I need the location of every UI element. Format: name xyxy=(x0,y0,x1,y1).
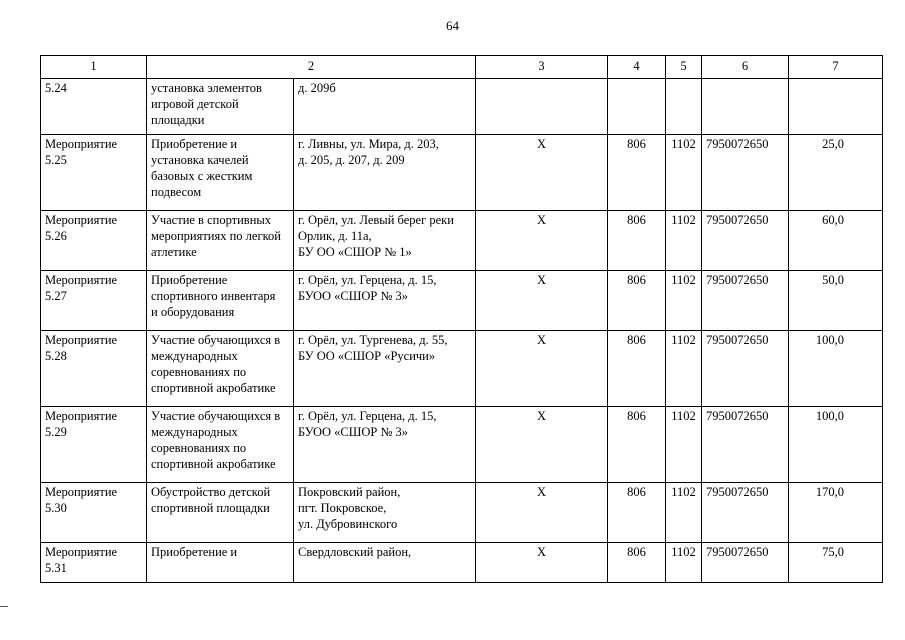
scan-margin-mark xyxy=(0,606,8,607)
col5-cell: 1102 xyxy=(666,271,702,331)
table-row xyxy=(41,211,883,271)
col4-cell xyxy=(608,79,666,135)
event-address-cell: г. Ливны, ул. Мира, д. 203, д. 205, д. 207, д. 209 xyxy=(294,135,476,211)
table-row xyxy=(41,407,883,483)
event-id-cell: Мероприятие 5.26 xyxy=(41,211,147,271)
header-col-7: 7 xyxy=(789,56,883,79)
col4-cell: 806 xyxy=(608,407,666,483)
col4-cell: 806 xyxy=(608,271,666,331)
event-id-cell: 5.24 xyxy=(41,79,147,135)
col4-cell: 806 xyxy=(608,543,666,583)
event-address-cell: г. Орёл, ул. Тургенева, д. 55, БУ ОО «СШОР «Русичи» xyxy=(294,331,476,407)
col3-cell: Х xyxy=(476,483,608,543)
event-address-cell: г. Орёл, ул. Левый берег реки Орлик, д. 11а, БУ ОО «СШОР № 1» xyxy=(294,211,476,271)
table-row xyxy=(41,79,883,135)
table-row xyxy=(41,483,883,543)
col3-cell: Х xyxy=(476,331,608,407)
page-number: 64 xyxy=(446,18,459,33)
header-row xyxy=(41,56,883,79)
header-col-3: 3 xyxy=(476,56,608,79)
col3-cell: Х xyxy=(476,211,608,271)
event-description-cell: Обустройство детской спортивной площадки xyxy=(147,483,294,543)
col7-cell: 170,0 xyxy=(789,483,883,543)
event-address-cell: Свердловский район, xyxy=(294,543,476,583)
col6-cell: 7950072650 xyxy=(702,271,789,331)
col7-cell: 100,0 xyxy=(789,331,883,407)
col5-cell: 1102 xyxy=(666,543,702,583)
event-address-cell: Покровский район, пгт. Покровское, ул. Дубровинского xyxy=(294,483,476,543)
table-row xyxy=(41,135,883,211)
col3-cell: Х xyxy=(476,135,608,211)
event-address-cell: д. 209б xyxy=(294,79,476,135)
col6-cell: 7950072650 xyxy=(702,135,789,211)
event-description-cell: Приобретение и xyxy=(147,543,294,583)
col3-cell xyxy=(476,79,608,135)
header-col-1: 1 xyxy=(41,56,147,79)
event-id-cell: Мероприятие 5.31 xyxy=(41,543,147,583)
col5-cell: 1102 xyxy=(666,211,702,271)
col4-cell: 806 xyxy=(608,135,666,211)
table-row xyxy=(41,331,883,407)
event-description-cell: Участие обучающихся в международных соревнованиях по спортивной акробатике xyxy=(147,331,294,407)
col4-cell: 806 xyxy=(608,331,666,407)
col7-cell: 60,0 xyxy=(789,211,883,271)
event-description-cell: Участие обучающихся в международных соревнованиях по спортивной акробатике xyxy=(147,407,294,483)
col3-cell: Х xyxy=(476,407,608,483)
col5-cell: 1102 xyxy=(666,135,702,211)
event-address-cell: г. Орёл, ул. Герцена, д. 15, БУОО «СШОР № 3» xyxy=(294,407,476,483)
col7-cell: 100,0 xyxy=(789,407,883,483)
event-id-cell: Мероприятие 5.30 xyxy=(41,483,147,543)
col7-cell: 75,0 xyxy=(789,543,883,583)
col4-cell: 806 xyxy=(608,483,666,543)
budget-table xyxy=(40,55,883,583)
col7-cell: 50,0 xyxy=(789,271,883,331)
col6-cell: 7950072650 xyxy=(702,407,789,483)
header-col-4: 4 xyxy=(608,56,666,79)
event-id-cell: Мероприятие 5.27 xyxy=(41,271,147,331)
col5-cell: 1102 xyxy=(666,331,702,407)
col4-cell: 806 xyxy=(608,211,666,271)
col7-cell: 25,0 xyxy=(789,135,883,211)
table-row xyxy=(41,543,883,583)
header-col-2: 2 xyxy=(147,56,476,79)
event-description-cell: Приобретение и установка качелей базовых с жестким подвесом xyxy=(147,135,294,211)
col6-cell: 7950072650 xyxy=(702,211,789,271)
header-col-6: 6 xyxy=(702,56,789,79)
col6-cell: 7950072650 xyxy=(702,331,789,407)
event-address-cell: г. Орёл, ул. Герцена, д. 15, БУОО «СШОР № 3» xyxy=(294,271,476,331)
header-col-5: 5 xyxy=(666,56,702,79)
col7-cell xyxy=(789,79,883,135)
col6-cell: 7950072650 xyxy=(702,483,789,543)
event-description-cell: установка элементов игровой детской площадки xyxy=(147,79,294,135)
event-description-cell: Участие в спортивных мероприятиях по легкой атлетике xyxy=(147,211,294,271)
col3-cell: Х xyxy=(476,543,608,583)
col6-cell: 7950072650 xyxy=(702,543,789,583)
col5-cell xyxy=(666,79,702,135)
col3-cell: Х xyxy=(476,271,608,331)
event-id-cell: Мероприятие 5.29 xyxy=(41,407,147,483)
table-row xyxy=(41,271,883,331)
event-description-cell: Приобретение спортивного инвентаря и оборудования xyxy=(147,271,294,331)
col5-cell: 1102 xyxy=(666,407,702,483)
event-id-cell: Мероприятие 5.28 xyxy=(41,331,147,407)
event-id-cell: Мероприятие 5.25 xyxy=(41,135,147,211)
col6-cell xyxy=(702,79,789,135)
col5-cell: 1102 xyxy=(666,483,702,543)
